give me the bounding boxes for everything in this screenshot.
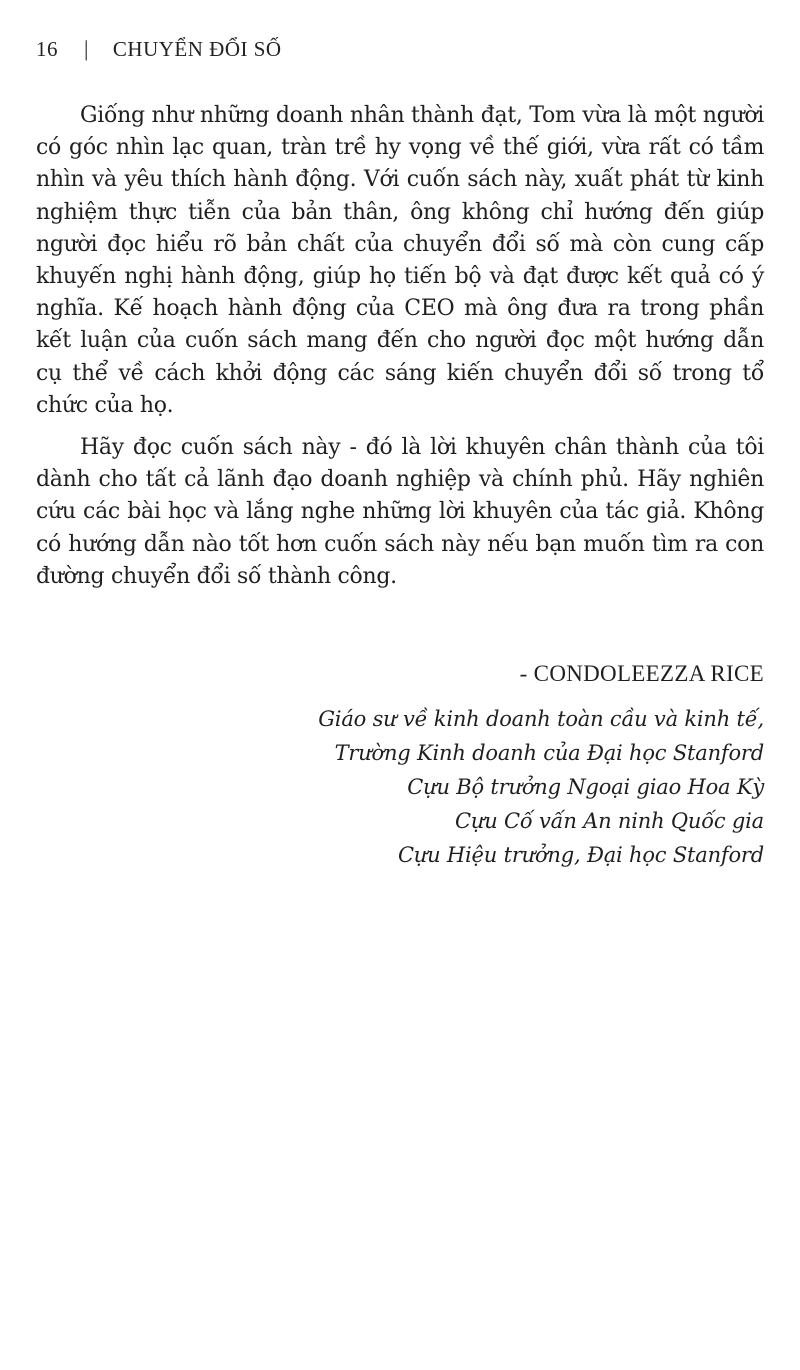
- running-header: [36, 34, 282, 64]
- book-title: CHUYỂN ĐỔI SỐ: [112, 36, 282, 61]
- author-title: Cựu Hiệu trưởng, Đại học Stanford: [397, 843, 764, 867]
- paragraph: Hãy đọc cuốn sách này - đó là lời khuyên chân thành của tôi dành cho tất cả lãnh đạo doanh nghiệp và chính phủ. Hãy nghiên cứu các bài học và lắng nghe những lời khuyên của tác giả. Không có hướng dẫn nào tốt hơn cuốn sách này nếu bạn muốn tìm ra con đường chuyển đổi số thành công.: [36, 435, 764, 589]
- author-title: Cựu Cố vấn An ninh Quốc gia: [455, 809, 764, 833]
- author-name: - CONDOLEEZZA RICE: [519, 661, 764, 686]
- author-title: Cựu Bộ trưởng Ngoại giao Hoa Kỳ: [407, 775, 764, 799]
- author-title: Trường Kinh doanh của Đại học Stanford: [334, 741, 764, 765]
- paragraph: Giống như những doanh nhân thành đạt, Tom vừa là một người có góc nhìn lạc quan, tràn trề hy vọng về thế giới, vừa rất có tầm nhìn và yêu thích hành động. Với cuốn sách này, xuất phát từ kinh nghiệm thực tiễn của bản thân, ông không chỉ hướng đến giúp người đọc hiểu rõ bản chất của chuyển đổi số mà còn cung cấp khuyến nghị hành động, giúp họ tiến bộ và đạt được kết quả có ý nghĩa. Kế hoạch hành động của CEO mà ông đưa ra trong phần kết luận của cuốn sách mang đến cho người đọc một hướng dẫn cụ thể về cách khởi động các sáng kiến chuyển đổi số trong tổ chức của họ.: [36, 103, 764, 418]
- page-number: 16: [36, 36, 58, 61]
- body-text: [36, 100, 764, 603]
- signature-block: [164, 656, 764, 872]
- header-separator: |: [84, 36, 89, 61]
- author-title: Giáo sư về kinh doanh toàn cầu và kinh tế,: [318, 707, 764, 731]
